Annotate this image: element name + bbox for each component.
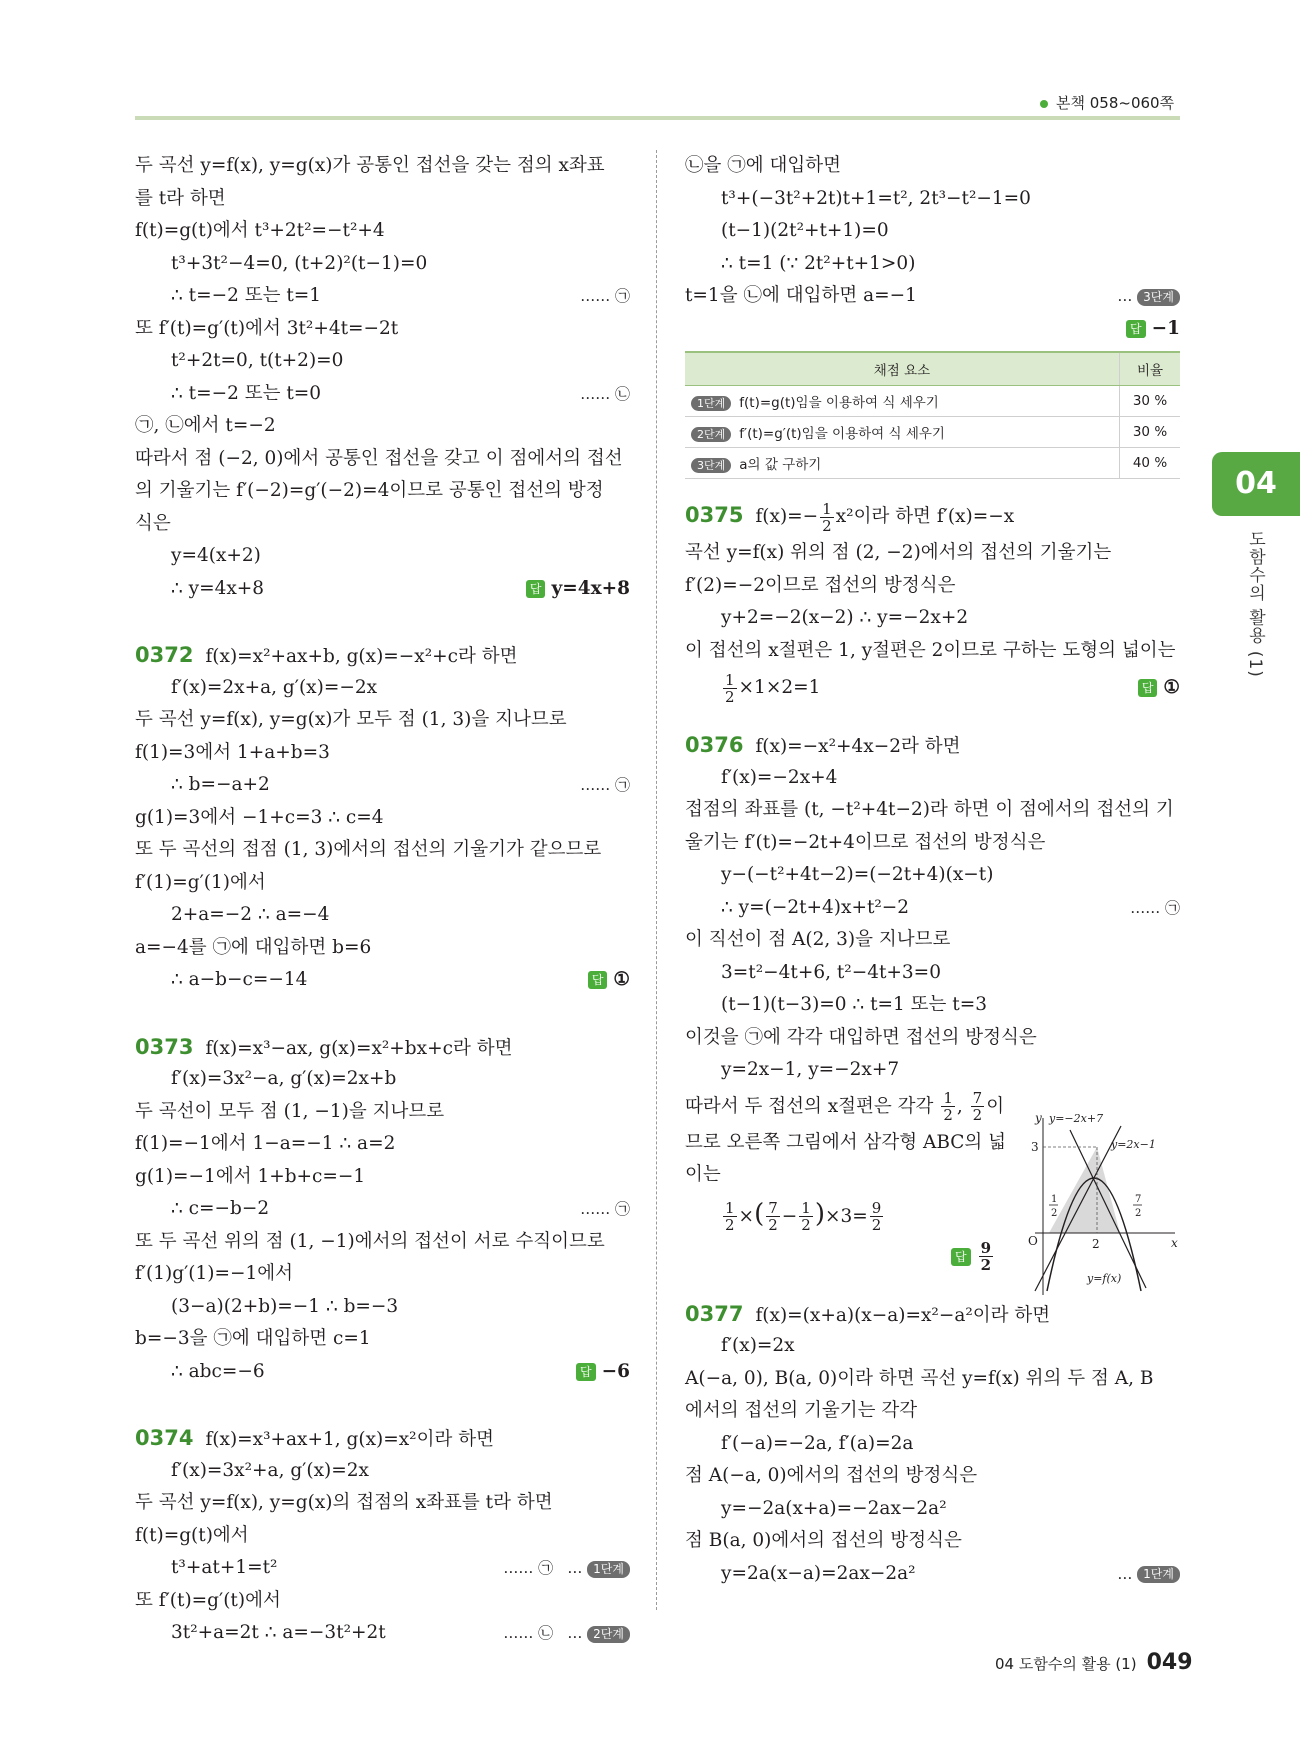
fraction: $\frac{1}{2}$ [725, 670, 735, 706]
answer-0375: 답 ① [1138, 667, 1180, 709]
fraction: $\frac{1}{2}$ [725, 1199, 735, 1234]
solution-line: f(1)=−1에서 1−a=−1 ∴ a=2 [135, 1133, 396, 1154]
solution-line: ㉡을 ㉠에 대입하면 [685, 155, 841, 176]
stage-badge: 1단계 [1137, 1566, 1180, 1583]
fraction: $\frac{9}{2}$ [871, 1199, 882, 1234]
solution-line: a=−4를 ㉠에 대입하면 b=6 [135, 936, 372, 958]
problem-header-0377: 0377 f(x)=(x+a)(x−a)=x²−a²이라 하면 [685, 1301, 1051, 1326]
header-rule [135, 116, 1180, 120]
solution-line: ∴ t=−2 또는 t=0 …… ㉡ [135, 378, 630, 411]
answer-badge: 답 [951, 1248, 971, 1266]
solution-line: ∴ a−b−c=−14 답 ① [135, 964, 630, 997]
column-divider [656, 150, 657, 1610]
problem-header-0375: 0375 f(x)=− $\frac{1}{2}$ x²이라 하면 f′(x)=−x [685, 499, 1015, 535]
solution-line: 또 두 곡선 위의 점 (1, −1)에서의 접선이 서로 수직이므로 [135, 1230, 605, 1252]
page-footer [995, 1650, 1193, 1675]
answer-badge: 답 [576, 1363, 596, 1381]
tangent-lines-figure [1025, 1110, 1180, 1295]
problem-header-0376: 0376 f(x)=−x²+4x−2라 하면 [685, 733, 961, 757]
solution-line: y=2a(x−a)=2ax−2a² … 1단계 [685, 1558, 1180, 1591]
solution-line: ∴ c=−b−2 …… ㉠ [135, 1193, 630, 1226]
solution-line: 접점의 좌표를 (t, −t²+4t−2)라 하면 이 점에서의 접선의 기 [685, 799, 1174, 820]
answer-line [685, 313, 1180, 346]
solution-line: 이는 [685, 1164, 721, 1185]
solution-line: f′(x)=3x²+a, g′(x)=2x [171, 1459, 369, 1481]
answer-0372: 답 ① [588, 964, 630, 997]
solution-line: t³+(−3t²+2t)t+1=t², 2t³−t²−1=0 [721, 187, 1031, 209]
solution-line: 를 t라 하면 [135, 187, 226, 209]
solution-line: 두 곡선 y=f(x), y=g(x)의 접점의 x좌표를 t라 하면 [135, 1492, 553, 1513]
fraction-label: 2 [1135, 1208, 1142, 1219]
solution-line: y=2x−1, y=−2x+7 [721, 1059, 900, 1080]
solution-line: f′(1)=g′(1)에서 [135, 871, 266, 893]
solution-line: 곡선 y=f(x) 위의 점 (2, −2)에서의 접선의 기울기는 [685, 542, 1112, 563]
solution-line: 3=t²−4t+6, t²−4t+3=0 [721, 961, 941, 983]
solution-line: 점 B(a, 0)에서의 접선의 방정식은 [685, 1530, 962, 1551]
solution-line: ㉠, ㉡에서 t=−2 [135, 415, 276, 436]
solution-line: 또 f′(t)=g′(t)에서 3t²+4t=−2t [135, 317, 399, 339]
answer-0371: 답 y=4x+8 [526, 573, 630, 606]
fraction-label: 2 [1051, 1208, 1058, 1219]
solution-line: f′(x)=−2x+4 [721, 766, 838, 788]
solution-line: t³+at+1=t² …… ㉠ … 1단계 [135, 1552, 630, 1585]
answer-badge: 답 [1138, 679, 1158, 697]
fraction: $\frac{1}{2}$ [801, 1199, 811, 1234]
solution-line: 점 A(−a, 0)에서의 접선의 방정식은 [685, 1465, 978, 1486]
solution-line: 이 접선의 x절편은 1, y절편은 2이므로 구하는 도형의 넓이는 [685, 639, 1176, 661]
fraction-label: 7 [1135, 1194, 1142, 1205]
page-number: 049 [1146, 1650, 1193, 1675]
solution-line: 두 곡선 y=f(x), y=g(x)가 공통인 접선을 갖는 점의 x좌표 [135, 155, 605, 176]
stage-badge: 2단계 [587, 1626, 630, 1643]
solution-line: (t−1)(2t²+t+1)=0 [721, 220, 889, 241]
solution-line: y−(−t²+4t−2)=(−2t+4)(x−t) [721, 864, 994, 885]
problem-number: 0375 [685, 503, 744, 527]
solution-line: b=−3을 ㉠에 대입하면 c=1 [135, 1328, 371, 1349]
solution-line: f(1)=3에서 1+a+b=3 [135, 741, 330, 763]
problem-header-0373: 0373 f(x)=x³−ax, g(x)=x²+bx+c라 하면 [135, 1034, 513, 1059]
table-row: 2단계 f′(t)=g′(t)임을 이용하여 식 세우기 30 % [685, 417, 1180, 448]
solution-line: t²+2t=0, t(t+2)=0 [171, 350, 344, 371]
problem-number: 0377 [685, 1301, 744, 1326]
stage-marker: … 1단계 [1117, 1558, 1180, 1591]
solution-line: 이 직선이 점 A(2, 3)을 지나므로 [685, 929, 951, 950]
equation-marker: …… ㉡ [580, 384, 630, 403]
fraction: $\frac{1}{2}$ [943, 1089, 953, 1124]
solution-line: y+2=−2(x−2) ∴ y=−2x+2 [721, 607, 969, 628]
problem-header-0372: 0372 f(x)=x²+ax+b, g(x)=−x²+c라 하면 [135, 643, 518, 667]
answer-0376 [951, 1236, 995, 1278]
table-row: 1단계 f(t)=g(t)임을 이용하여 식 세우기 30 % [685, 386, 1180, 417]
equation-marker: …… ㉠ [1130, 898, 1180, 917]
x-tick-label: 2 [1092, 1237, 1100, 1251]
y-tick-label: 3 [1031, 1140, 1039, 1154]
equation-marker: …… ㉠ [580, 287, 630, 305]
table-row: 3단계 a의 값 구하기 40 % [685, 448, 1180, 479]
curve-label: y=f(x) [1087, 1272, 1122, 1285]
solution-line: 식은 [135, 512, 171, 534]
equation-marker: …… ㉠ [580, 1200, 630, 1218]
left-column [135, 150, 630, 1650]
solution-line: ∴ t=1 (∵ 2t²+t+1>0) [721, 252, 916, 274]
fraction-label: 1 [1051, 1194, 1058, 1205]
solution-line: 또 두 곡선의 접점 (1, 3)에서의 접선의 기울기가 같으므로 [135, 839, 602, 860]
right-column [685, 150, 1180, 1590]
solution-line: g(1)=−1에서 1+b+c=−1 [135, 1165, 366, 1187]
stage-marker: … 3단계 [1117, 280, 1180, 313]
answer-0373: 답 −6 [576, 1356, 630, 1389]
line-label-1: y=−2x+7 [1049, 1112, 1104, 1125]
problem-number: 0374 [135, 1426, 194, 1450]
solution-line: 또 f′(t)=g′(t)에서 [135, 1589, 281, 1611]
answer-badge: 답 [526, 580, 546, 598]
solution-line: 3t²+a=2t ∴ a=−3t²+2t …… ㉡ … 2단계 [135, 1617, 630, 1650]
solution-line: t=1을 ㉡에 대입하면 a=−1 … 3단계 [685, 280, 1180, 313]
answer-badge: 답 [1126, 320, 1146, 338]
solution-line: g(1)=3에서 −1+c=3 ∴ c=4 [135, 806, 384, 828]
answer-0374: 답 −1 [1126, 313, 1180, 346]
problem-number: 0373 [135, 1034, 194, 1059]
solution-line: 므로 오른쪽 그림에서 삼각형 ABC의 넓 [685, 1131, 1007, 1153]
solution-line: A(−a, 0), B(a, 0)이라 하면 곡선 y=f(x) 위의 두 점 A, B [685, 1367, 1154, 1389]
solution-line: ∴ t=−2 또는 t=1 …… ㉠ [135, 280, 630, 313]
page-reference: 본책 058~060쪽 [1040, 92, 1174, 113]
solution-line: y=−2a(x+a)=−2ax−2a² [721, 1497, 947, 1519]
solution-line: 의 기울기는 f′(−2)=g′(−2)=4이므로 공통인 접선의 방정 [135, 480, 604, 501]
chapter-title: 도함수의 활용 (1) [1245, 530, 1265, 678]
solution-line: 두 곡선이 모두 점 (1, −1)을 지나므로 [135, 1100, 445, 1122]
solution-line: f(t)=g(t)에서 t³+2t²=−t²+4 [135, 220, 385, 241]
solution-line: 에서의 접선의 기울기는 각각 [685, 1400, 918, 1421]
solution-line: 울기는 f′(t)=−2t+4이므로 접선의 방정식은 [685, 831, 1046, 853]
fraction: $\frac{7}{2}$ [972, 1089, 983, 1124]
solution-line: 두 곡선 y=f(x), y=g(x)가 모두 점 (1, 3)을 지나므로 [135, 709, 567, 730]
solution-line: ∴ y=4x+8 답 y=4x+8 [135, 573, 630, 606]
problem-number: 0376 [685, 733, 744, 757]
solution-line: 따라서 두 접선의 x절편은 각각 $\frac{1}{2}$ , $\frac{7}{2}$ 이 [685, 1089, 1005, 1124]
stage-badge: 2단계 [691, 427, 731, 442]
solution-line: (t−1)(t−3)=0 ∴ t=1 또는 t=3 [721, 994, 987, 1015]
solution-line: ∴ y=(−2t+4)x+t²−2 …… ㉠ [685, 892, 1180, 925]
stage-badge: 1단계 [691, 396, 731, 411]
solution-line: ∴ b=−a+2 …… ㉠ [135, 769, 630, 802]
solution-line: f′(x)=2x [721, 1335, 795, 1356]
stage-badge: 1단계 [587, 1561, 630, 1578]
solution-line: f′(2)=−2이므로 접선의 방정식은 [685, 574, 956, 596]
problem-header-0374: 0374 f(x)=x³+ax+1, g(x)=x²이라 하면 [135, 1426, 494, 1450]
table-header-ratio: 비율 [1120, 352, 1181, 386]
solution-line: f(t)=g(t)에서 [135, 1524, 249, 1546]
solution-line: y=4(x+2) [171, 545, 261, 566]
x-axis-label: x [1171, 1236, 1178, 1250]
solution-line: (3−a)(2+b)=−1 ∴ b=−3 [171, 1295, 399, 1317]
origin-label: O [1028, 1234, 1038, 1248]
stage-badge: 3단계 [691, 458, 731, 473]
answer-line [685, 1236, 995, 1278]
solution-line: f′(1)g′(1)=−1에서 [135, 1263, 294, 1284]
stage-marker: …… ㉠ … 1단계 [503, 1552, 630, 1585]
fraction: $\frac{7}{2}$ [768, 1199, 778, 1234]
stage-badge: 3단계 [1137, 289, 1180, 306]
scoring-table [685, 351, 1180, 479]
problem-number: 0372 [135, 643, 194, 667]
table-header-item: 채점 요소 [685, 352, 1120, 386]
solution-line: 2+a=−2 ∴ a=−4 [171, 904, 330, 925]
answer-badge: 답 [588, 971, 608, 989]
solution-line: ∴ abc=−6 답 −6 [135, 1356, 630, 1389]
solution-line: t³+3t²−4=0, (t+2)²(t−1)=0 [171, 252, 428, 274]
equation-marker: …… ㉠ [580, 776, 630, 794]
fraction: $\frac{9}{2}$ [980, 1239, 991, 1274]
stage-marker: …… ㉡ … 2단계 [503, 1617, 630, 1650]
solution-line: f′(x)=2x+a, g′(x)=−2x [171, 676, 378, 698]
solution-line: f′(x)=3x²−a, g′(x)=2x+b [171, 1068, 397, 1089]
solution-line: $\frac{1}{2}$ ×( $\frac{7}{2}$ − $\frac{1}{2}$ )×3= $\frac{9}{2}$ [725, 1198, 882, 1234]
solution-line: $\frac{1}{2}$ ×1×2=1 답 ① [685, 667, 1180, 709]
solution-line: 따라서 점 (−2, 0)에서 공통인 접선을 갖고 이 점에서의 접선 [135, 447, 623, 469]
solution-line: 이것을 ㉠에 각각 대입하면 접선의 방정식은 [685, 1026, 1037, 1048]
footer-chapter: 04 도함수의 활용 (1) [995, 1655, 1137, 1673]
line-label-2: y=2x−1 [1111, 1138, 1156, 1151]
bullet-icon [1040, 100, 1048, 108]
chapter-tab[interactable]: 04 [1212, 452, 1300, 516]
fraction: $\frac{1}{2}$ [822, 499, 832, 535]
solution-line: f′(−a)=−2a, f′(a)=2a [721, 1432, 914, 1454]
y-axis-label: y [1035, 1111, 1042, 1125]
